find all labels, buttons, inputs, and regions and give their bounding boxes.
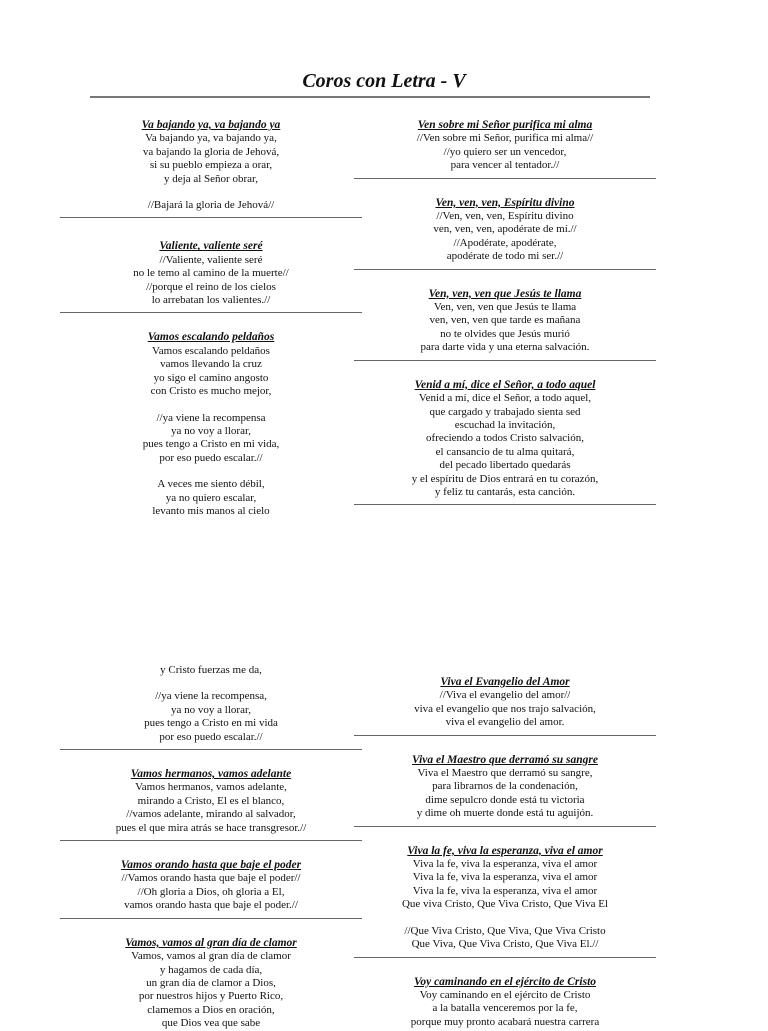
page-title: Coros con Letra - V (302, 70, 466, 92)
song-line: //Bajará la gloria de Jehová// (147, 199, 275, 212)
song-line: levanto mis manos al cielo (152, 504, 270, 517)
blank-line (76, 465, 346, 478)
song-title: Viva la fe, viva la esperanza, viva el amor (407, 844, 603, 857)
song-line: que Dios vea que sabe (161, 1017, 261, 1030)
song-line: Viva la fe, viva la esperanza, viva el amor (412, 884, 598, 897)
left-column-top (76, 119, 346, 518)
song-line: Vamos escalando peldaños (152, 344, 270, 357)
song-line: //Ven sobre mi Señor, purifica mi alma// (416, 132, 594, 145)
song-title: Ven, ven, ven, Espíritu divino (435, 196, 575, 209)
song-title: Viva el Maestro que derramó su sangre (412, 753, 598, 766)
song-line: dime sepulcro donde está tu victoria (425, 793, 585, 806)
song-line: //Valiente, valiente seré (159, 253, 263, 266)
song-line: //Apodérate, apodérate, (453, 236, 557, 249)
song-viva-maestro (370, 754, 640, 827)
song-line: el cansancio de tu alma quitará, (435, 445, 575, 458)
song-line: no te olvides que Jesús murió (440, 327, 570, 340)
song-line: Viva el Maestro que derramó su sangre, (417, 767, 593, 780)
song-line: va bajando la gloria de Jehová, (142, 145, 280, 158)
song-line: que cargado y trabajado sienta sed (429, 405, 581, 418)
song-title: Ven sobre mi Señor purifica mi alma (417, 119, 593, 131)
song-title: Vamos orando hasta que baje el poder (120, 859, 302, 872)
song-title: Venid a mí, dice el Señor, a todo aquel (414, 378, 596, 391)
song-separator (60, 749, 362, 750)
song-line: ofreciendo a todos Cristo salvación, (426, 432, 584, 445)
song-line: Que viva Cristo, Que Viva Cristo, Que Viva El (401, 898, 609, 911)
song-line: ven, ven, ven, apodérate de mí.// (433, 223, 577, 236)
song-line: //yo quiero ser un vencedor, (443, 145, 567, 158)
song-line: //Oh gloria a Dios, oh gloria a El, (137, 885, 285, 898)
song-line: y deja al Señor obrar, (164, 172, 258, 185)
song-line: del pecado libertado quedarás (439, 459, 571, 472)
song-line: por eso puedo escalar.// (159, 730, 263, 743)
song-separator (354, 504, 656, 505)
song-vamos-gran-dia (76, 937, 346, 1031)
song-title: Ven, ven, ven que Jesús te llama (428, 287, 582, 300)
song-line: mirando a Cristo, El es el blanco, (137, 794, 285, 807)
song-line: a la batalla venceremos por la fe, (432, 1002, 578, 1015)
song-line: yo sigo el camino angosto (153, 371, 269, 384)
song-line: por eso puedo escalar.// (159, 451, 263, 464)
blank-line (76, 186, 346, 199)
song-line: pues tengo a Cristo en mi vida, (142, 438, 280, 451)
song-line: //porque el reino de los cielos (146, 280, 276, 293)
left-column-bottom (76, 664, 346, 1031)
song-line: no le temo al camino de la muerte// (133, 267, 289, 280)
song-line: con Cristo es mucho mejor, (150, 385, 272, 398)
song-line: y hagamos de cada día, (159, 963, 263, 976)
song-line: //vamos adelante, mirando al salvador, (126, 808, 296, 821)
song-line: y feliz tu cantarás, esta canción. (434, 485, 576, 498)
song-line: viva el evangelio del amor. (445, 716, 565, 729)
song-title: Valiente, valiente seré (159, 240, 263, 253)
song-line: pues tengo a Cristo en mi vida (144, 717, 278, 730)
song-separator (60, 840, 362, 841)
song-line: y el espíritu de Dios entrará en tu corazón, (411, 472, 599, 485)
song-line: por nuestros hijos y Puerto Rico, (138, 990, 284, 1003)
song-venid-a-mi (370, 379, 640, 506)
song-ven-sobre-mi (370, 119, 640, 179)
song-separator (354, 269, 656, 270)
song-line: ya no voy a llorar, (171, 703, 251, 716)
song-line: vamos orando hasta que baje el poder.// (124, 899, 298, 912)
song-line: Vamos, vamos al gran día de clamor (131, 950, 291, 963)
song-separator (354, 360, 656, 361)
song-ven-jesus-llama (370, 288, 640, 361)
song-line: porque muy pronto acabará nuestra carrera (410, 1015, 600, 1028)
song-line: ya no voy a llorar, (171, 424, 251, 437)
song-viva-la-fe (370, 845, 640, 958)
song-line: //Vamos orando hasta que baje el poder// (121, 872, 301, 885)
song-line: y Cristo fuerzas me da, (160, 664, 262, 676)
song-line: Que Viva, Que Viva Cristo, Que Viva El.// (411, 938, 599, 951)
song-line: //Ven, ven, ven, Espíritu divino (436, 210, 574, 223)
song-title: Viva el Evangelio del Amor (440, 676, 570, 688)
song-title: Vamos escalando peldaños (147, 331, 275, 344)
song-line: Ven, ven, ven que Jesús te llama (433, 301, 577, 314)
blank-line (76, 399, 346, 412)
song-line: Viva la fe, viva la esperanza, viva el amor (412, 871, 598, 884)
song-line: para vencer al tentador.// (450, 159, 560, 172)
blank-line (370, 912, 640, 925)
song-valiente (76, 240, 346, 313)
song-ven-espiritu (370, 197, 640, 270)
song-separator (354, 735, 656, 736)
song-line: ya no quiero escalar, (165, 491, 257, 504)
song-line: Voy caminando en el ejército de Cristo (419, 988, 591, 1001)
song-line: y dime oh muerte donde está tu aguijón. (416, 807, 594, 820)
song-continuation (76, 664, 346, 750)
song-line: lo arrebatan los valientes.// (151, 294, 271, 307)
right-column-top (370, 119, 640, 505)
song-viva-evangelio (370, 676, 640, 736)
song-separator (354, 957, 656, 958)
song-vamos-escalando (76, 331, 346, 518)
song-line: escuchad la invitación, (454, 418, 556, 431)
right-column-bottom (370, 676, 640, 1029)
blank-line (76, 677, 346, 690)
song-separator (354, 178, 656, 179)
song-line: vamos llevando la cruz (160, 358, 262, 371)
song-line: pues el que mira atrás se hace transgresor.// (115, 821, 307, 834)
song-line: A veces me siento débil, (157, 478, 265, 491)
song-line: //ya viene la recompensa (156, 411, 266, 424)
song-line: //Que Viva Cristo, Que Viva, Que Viva Cristo (404, 924, 606, 937)
song-line: viva el evangelio que nos trajo salvación, (414, 702, 596, 715)
song-va-bajando (76, 119, 346, 218)
song-line: Vamos hermanos, vamos adelante, (135, 781, 287, 794)
song-separator (60, 312, 362, 313)
song-vamos-hermanos (76, 768, 346, 841)
song-line: //Viva el evangelio del amor// (439, 689, 571, 702)
song-line: apodérate de todo mi ser.// (446, 250, 564, 263)
song-line: Viva la fe, viva la esperanza, viva el amor (412, 858, 598, 871)
song-line: si su pueblo empieza a orar, (149, 159, 273, 172)
song-line: para librarnos de la condenación, (432, 780, 578, 793)
song-title: Vamos, vamos al gran día de clamor (125, 936, 297, 949)
song-line: ven, ven, ven que tarde es mañana (429, 314, 581, 327)
song-separator (60, 918, 362, 919)
song-title: Vamos hermanos, vamos adelante (130, 768, 292, 781)
song-line: clamemos a Dios en oración, (147, 1003, 275, 1016)
song-line: para darte vida y una eterna salvación. (420, 341, 590, 354)
title-rule (90, 96, 650, 98)
song-line: un gran día de clamor a Dios, (146, 976, 276, 989)
song-line: //ya viene la recompensa, (155, 690, 267, 703)
song-line: Va bajando ya, va bajando ya, (145, 132, 277, 145)
song-separator (60, 217, 362, 218)
song-title: Voy caminando en el ejército de Cristo (413, 975, 597, 988)
song-voy-caminando (370, 976, 640, 1030)
song-vamos-orando (76, 859, 346, 919)
song-separator (354, 826, 656, 827)
song-line: Venid a mí, dice el Señor, a todo aquel, (418, 392, 592, 405)
song-title: Va bajando ya, va bajando ya (141, 119, 281, 131)
